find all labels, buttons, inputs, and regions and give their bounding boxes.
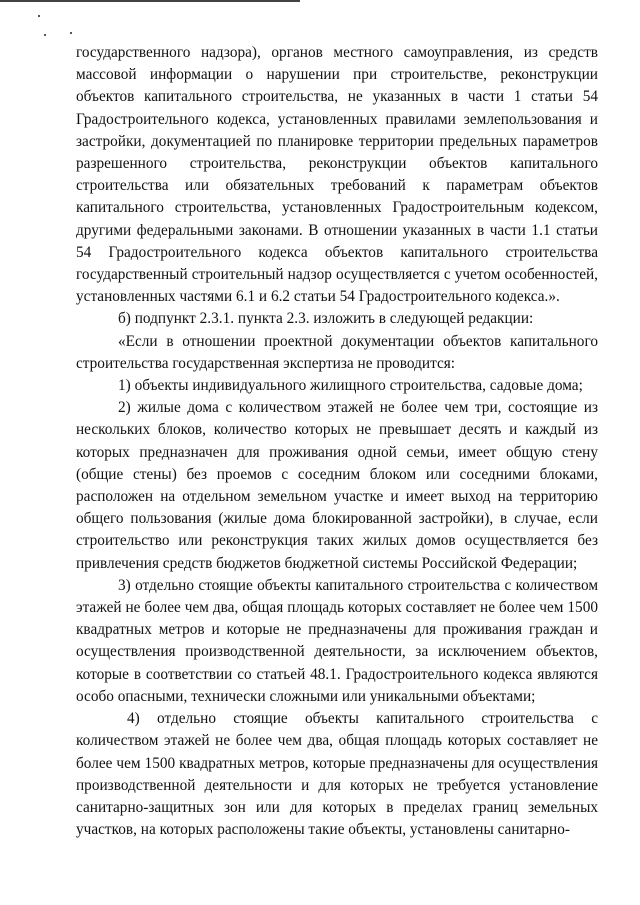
scan-speck — [38, 15, 40, 17]
paragraph-subpoint-b: б) подпункт 2.3.1. пункта 2.3. изложить в следующей редакции: — [118, 310, 534, 328]
list-item-4: 4) отдельно стоящие объекты капитального строительства с количеством этажей не более чем два, общая площадь которых составляет не более чем 1500 квадратных метров, которые предназначены для осуществления производственной деятельности и для которых не требуется установление санитарно-защитных зон или для которых в пределах границ земельных участков, на которых расположены такие объекты, установлены санитарно- — [76, 710, 598, 839]
list-item-2: 2) жилые дома с количеством этажей не более чем три, состоящие из нескольких блоков, количество которых не превышает десять и каждый из которых предназначен для проживания одной семьи, имеет общую стену (общие стены) без проемов с соседним блоком или соседними блоками, расположен на отдельном земельном участке и имеет выход на территорию общего пользования (жилые дома блокированной застройки), в случае, если строительство или реконструкция таких жилых домов осуществляется без привлечения средств бюджетов бюджетной системы Российской Федерации; — [76, 399, 598, 572]
list-item-1: 1) объекты индивидуального жилищного строительства, садовые дома; — [118, 377, 583, 395]
scan-speck — [70, 32, 72, 34]
paragraph-quote-intro: «Если в отношении проектной документации объектов капитального строительства государственная экспертиза не проводится: — [76, 332, 598, 372]
paragraph-continuation: государственного надзора), органов местного самоуправления, из средств массовой информации о нарушении при строительстве, реконструкции объектов капитального строительства, не указанных в части 1 статьи 54 Градостроительного кодекса, установленных правилами землепользования и застройки, документацией по планировке территории предельных параметров разрешенного строительства, реконструкции объектов капитального строительства или обязательных требований к параметрам объектов капитального строительства, установленных Градостроительным кодексом, другими федеральными законами. В отношении указанных в части 1.1 статьи 54 Градостроительного кодекса объектов капитального строительства государственный строительный надзор осуществляется с учетом особенностей, установленных частями 6.1 и 6.2 статьи 54 Градостроительного кодекса.». — [76, 44, 598, 306]
scan-edge-line — [0, 0, 300, 2]
document-body — [76, 42, 598, 841]
list-item-3: 3) отдельно стоящие объекты капитального строительства с количеством этажей не более чем два, общая площадь которых составляет не более чем 1500 квадратных метров и которые не предназначены для проживания граждан и осуществления производственной деятельности, за исключением объектов, которые в соответствии со статьей 48.1. Градостроительного кодекса являются особо опасными, технически сложными или уникальными объектами; — [76, 576, 598, 705]
scan-speck — [44, 34, 46, 36]
